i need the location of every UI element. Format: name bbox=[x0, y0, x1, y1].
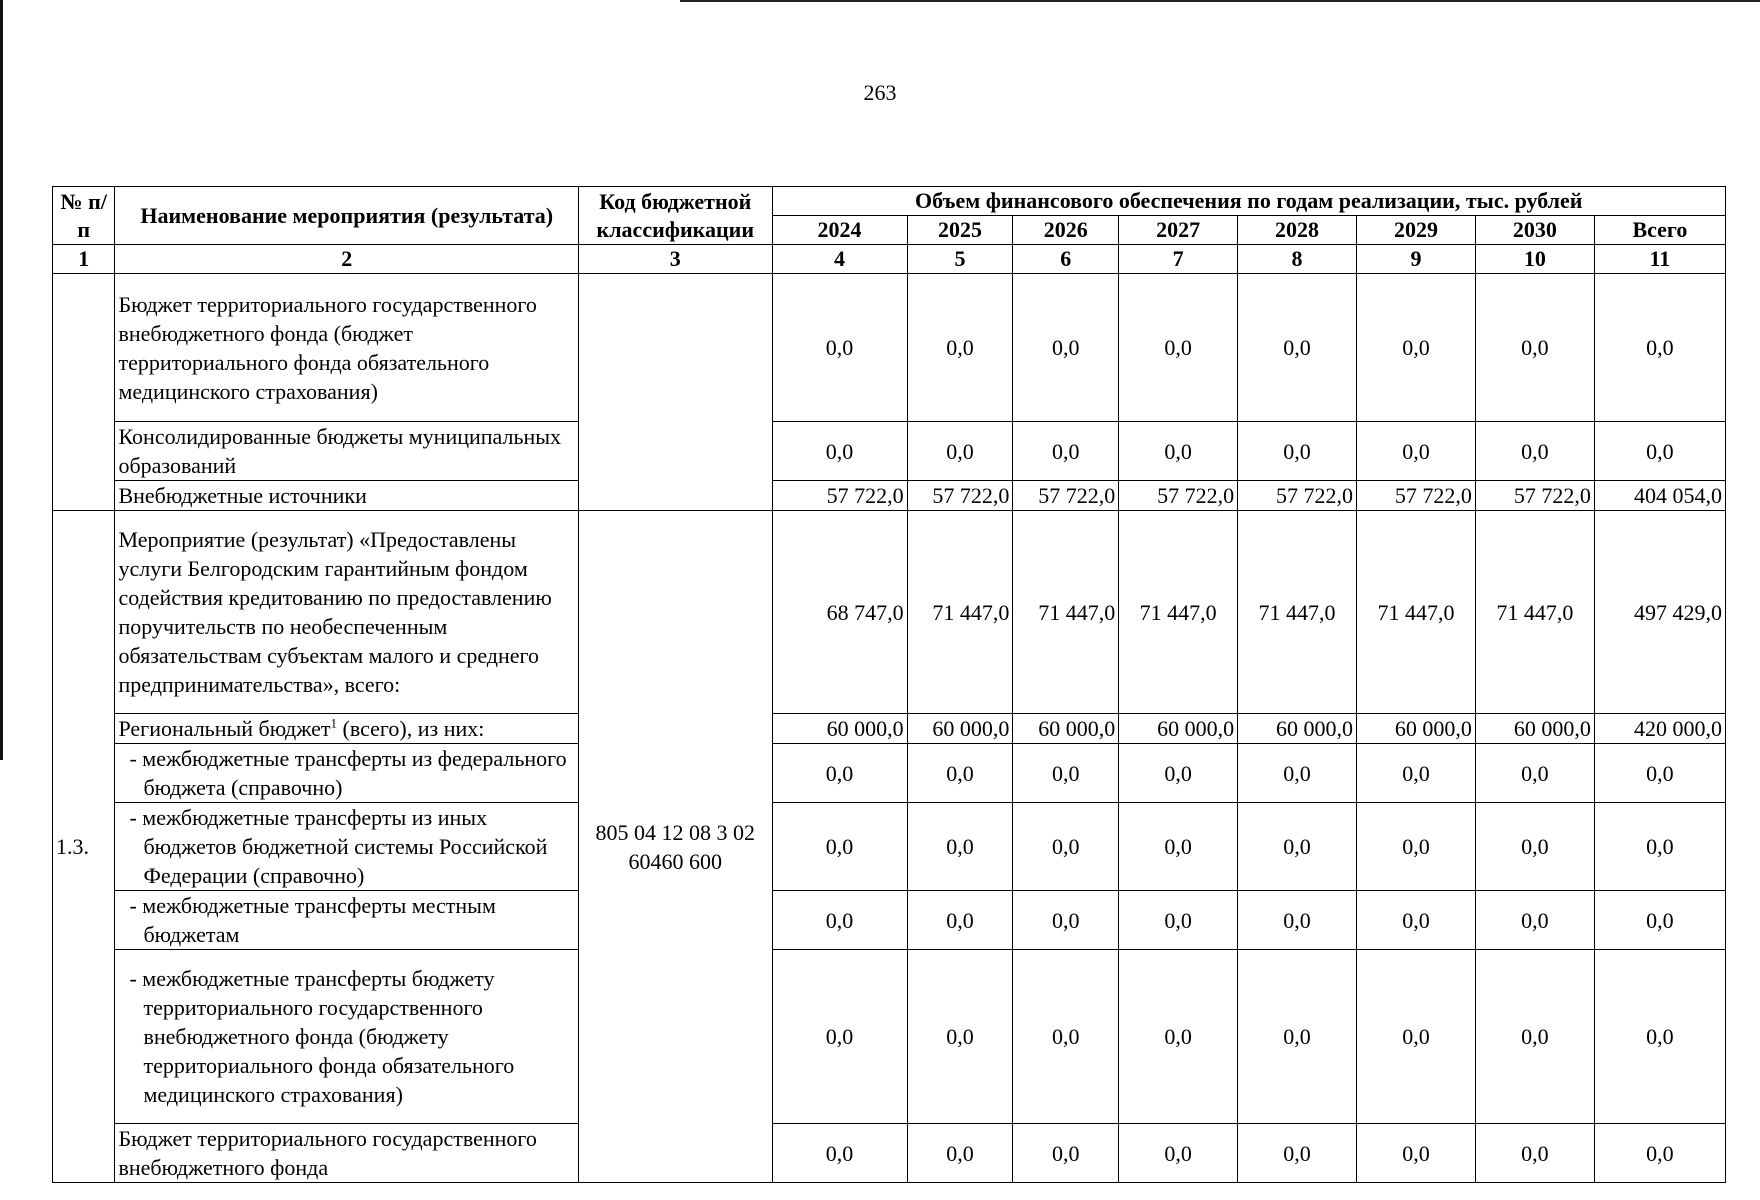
header-year: 2027 bbox=[1119, 216, 1238, 245]
value-cell: 420 000,0 bbox=[1594, 714, 1725, 744]
value-cell: 0,0 bbox=[907, 891, 1013, 950]
header-no: № п/п bbox=[53, 187, 115, 245]
value-cell: 0,0 bbox=[1594, 803, 1725, 891]
row-name: Бюджет территориального государственного внебюджетного фонда bbox=[115, 1124, 579, 1183]
value-cell: 0,0 bbox=[1119, 950, 1238, 1124]
column-number: 1 bbox=[53, 245, 115, 274]
value-cell: 404 054,0 bbox=[1594, 481, 1725, 511]
table-row bbox=[53, 714, 1726, 744]
value-cell: 57 722,0 bbox=[1119, 481, 1238, 511]
value-cell: 57 722,0 bbox=[907, 481, 1013, 511]
row-name bbox=[115, 714, 579, 744]
table-row bbox=[53, 744, 1726, 803]
value-cell: 60 000,0 bbox=[1013, 714, 1119, 744]
table-row bbox=[53, 950, 1726, 1124]
row-name: - межбюджетные трансферты из иных бюджетов бюджетной системы Российской Федерации (справочно) bbox=[115, 803, 579, 891]
row-number: 1.3. bbox=[53, 511, 115, 1183]
value-cell: 0,0 bbox=[772, 422, 907, 481]
value-cell: 0,0 bbox=[772, 803, 907, 891]
value-cell: 0,0 bbox=[1013, 422, 1119, 481]
header-total: Всего bbox=[1594, 216, 1725, 245]
value-cell: 0,0 bbox=[907, 744, 1013, 803]
value-cell: 57 722,0 bbox=[772, 481, 907, 511]
value-cell: 0,0 bbox=[1238, 274, 1357, 422]
value-cell: 0,0 bbox=[1357, 274, 1476, 422]
value-cell: 0,0 bbox=[1594, 744, 1725, 803]
row-name-text: Региональный бюджет bbox=[118, 716, 331, 741]
value-cell: 0,0 bbox=[1013, 1124, 1119, 1183]
page-number: 263 bbox=[863, 80, 897, 105]
column-number: 2 bbox=[115, 245, 579, 274]
header-year: 2030 bbox=[1475, 216, 1594, 245]
table-row bbox=[53, 1124, 1726, 1183]
value-cell: 60 000,0 bbox=[907, 714, 1013, 744]
budget-table bbox=[52, 186, 1726, 1183]
scan-top-edge bbox=[680, 0, 1760, 2]
value-cell: 0,0 bbox=[907, 950, 1013, 1124]
footnote-mark: 1 bbox=[330, 715, 338, 731]
header-year: 2024 bbox=[772, 216, 907, 245]
value-cell: 0,0 bbox=[907, 274, 1013, 422]
value-cell: 0,0 bbox=[1238, 803, 1357, 891]
value-cell: 60 000,0 bbox=[1357, 714, 1476, 744]
value-cell: 0,0 bbox=[772, 891, 907, 950]
value-cell: 0,0 bbox=[1119, 744, 1238, 803]
row-name: - межбюджетные трансферты местным бюджетам bbox=[115, 891, 579, 950]
value-cell: 57 722,0 bbox=[1357, 481, 1476, 511]
column-number: 9 bbox=[1357, 245, 1476, 274]
scan-left-edge bbox=[0, 0, 3, 760]
value-cell: 0,0 bbox=[1357, 422, 1476, 481]
value-cell: 0,0 bbox=[1013, 950, 1119, 1124]
value-cell: 0,0 bbox=[1238, 744, 1357, 803]
header-volume: Объем финансового обеспечения по годам реализации, тыс. рублей bbox=[772, 187, 1725, 216]
table-row bbox=[53, 274, 1726, 422]
value-cell: 0,0 bbox=[772, 1124, 907, 1183]
column-number-row bbox=[53, 245, 1726, 274]
value-cell: 71 447,0 bbox=[1013, 511, 1119, 714]
value-cell: 0,0 bbox=[1238, 891, 1357, 950]
value-cell: 0,0 bbox=[907, 422, 1013, 481]
row-name: Внебюджетные источники bbox=[115, 481, 579, 511]
column-number: 3 bbox=[579, 245, 772, 274]
value-cell: 60 000,0 bbox=[1238, 714, 1357, 744]
value-cell: 60 000,0 bbox=[772, 714, 907, 744]
value-cell: 0,0 bbox=[1594, 274, 1725, 422]
value-cell: 0,0 bbox=[1119, 422, 1238, 481]
value-cell: 0,0 bbox=[1594, 950, 1725, 1124]
value-cell: 71 447,0 bbox=[1357, 511, 1476, 714]
value-cell: 57 722,0 bbox=[1238, 481, 1357, 511]
column-number: 11 bbox=[1594, 245, 1725, 274]
value-cell: 0,0 bbox=[1119, 274, 1238, 422]
value-cell: 0,0 bbox=[1238, 422, 1357, 481]
column-number: 8 bbox=[1238, 245, 1357, 274]
value-cell: 0,0 bbox=[1238, 1124, 1357, 1183]
value-cell: 0,0 bbox=[1357, 744, 1476, 803]
row-name: Бюджет территориального государственного внебюджетного фонда (бюджет территориального фонда обязательного медицинского страхования) bbox=[115, 274, 579, 422]
row-name: - межбюджетные трансферты из федерального бюджета (справочно) bbox=[115, 744, 579, 803]
header-year: 2025 bbox=[907, 216, 1013, 245]
column-number: 4 bbox=[772, 245, 907, 274]
value-cell: 0,0 bbox=[1238, 950, 1357, 1124]
value-cell: 0,0 bbox=[907, 803, 1013, 891]
row-name: Мероприятие (результат) «Предоставлены услуги Белгородским гарантийным фондом содействия кредитованию по предоставлению поручительств по необеспеченным обязательствам субъектам малого и среднего предпринимательства», всего: bbox=[115, 511, 579, 714]
value-cell: 0,0 bbox=[1013, 744, 1119, 803]
value-cell: 0,0 bbox=[1357, 1124, 1476, 1183]
value-cell: 0,0 bbox=[1475, 803, 1594, 891]
header-year: 2029 bbox=[1357, 216, 1476, 245]
header-code: Код бюджетной классификации bbox=[579, 187, 772, 245]
value-cell: 0,0 bbox=[1475, 744, 1594, 803]
value-cell: 0,0 bbox=[1475, 1124, 1594, 1183]
column-number: 5 bbox=[907, 245, 1013, 274]
value-cell: 0,0 bbox=[1119, 891, 1238, 950]
column-number: 6 bbox=[1013, 245, 1119, 274]
column-number: 10 bbox=[1475, 245, 1594, 274]
value-cell: 68 747,0 bbox=[772, 511, 907, 714]
value-cell: 0,0 bbox=[907, 1124, 1013, 1183]
value-cell: 0,0 bbox=[772, 274, 907, 422]
value-cell: 0,0 bbox=[1013, 274, 1119, 422]
value-cell: 0,0 bbox=[1475, 891, 1594, 950]
row-code-cell bbox=[579, 274, 772, 511]
value-cell: 60 000,0 bbox=[1475, 714, 1594, 744]
table-header bbox=[53, 187, 1726, 274]
budget-code: 805 04 12 08 3 02 60460 600 bbox=[579, 511, 772, 1183]
value-cell: 0,0 bbox=[1357, 803, 1476, 891]
value-cell: 0,0 bbox=[1594, 1124, 1725, 1183]
table-row bbox=[53, 891, 1726, 950]
value-cell: 60 000,0 bbox=[1119, 714, 1238, 744]
value-cell: 0,0 bbox=[1594, 891, 1725, 950]
value-cell: 0,0 bbox=[772, 744, 907, 803]
value-cell: 497 429,0 bbox=[1594, 511, 1725, 714]
value-cell: 57 722,0 bbox=[1013, 481, 1119, 511]
value-cell: 0,0 bbox=[1357, 950, 1476, 1124]
header-name: Наименование мероприятия (результата) bbox=[115, 187, 579, 245]
table-row bbox=[53, 511, 1726, 714]
value-cell: 71 447,0 bbox=[1238, 511, 1357, 714]
value-cell: 0,0 bbox=[1357, 891, 1476, 950]
value-cell: 0,0 bbox=[1475, 950, 1594, 1124]
value-cell: 0,0 bbox=[1119, 1124, 1238, 1183]
table-row bbox=[53, 422, 1726, 481]
value-cell: 0,0 bbox=[1013, 803, 1119, 891]
value-cell: 0,0 bbox=[1475, 422, 1594, 481]
row-name: - межбюджетные трансферты бюджету территориального государственного внебюджетного фонда (бюджету территориального фонда обязательного медицинского страхования) bbox=[115, 950, 579, 1124]
table-row bbox=[53, 481, 1726, 511]
value-cell: 0,0 bbox=[1013, 891, 1119, 950]
row-name-suffix: (всего), из них: bbox=[337, 716, 485, 741]
value-cell: 57 722,0 bbox=[1475, 481, 1594, 511]
value-cell: 71 447,0 bbox=[907, 511, 1013, 714]
header-year: 2028 bbox=[1238, 216, 1357, 245]
table-row bbox=[53, 803, 1726, 891]
value-cell: 0,0 bbox=[1594, 422, 1725, 481]
value-cell: 0,0 bbox=[1475, 274, 1594, 422]
header-year: 2026 bbox=[1013, 216, 1119, 245]
row-name: Консолидированные бюджеты муниципальных образований bbox=[115, 422, 579, 481]
row-number-cell bbox=[53, 274, 115, 511]
column-number: 7 bbox=[1119, 245, 1238, 274]
value-cell: 0,0 bbox=[1119, 803, 1238, 891]
value-cell: 0,0 bbox=[772, 950, 907, 1124]
value-cell: 71 447,0 bbox=[1475, 511, 1594, 714]
value-cell: 71 447,0 bbox=[1119, 511, 1238, 714]
